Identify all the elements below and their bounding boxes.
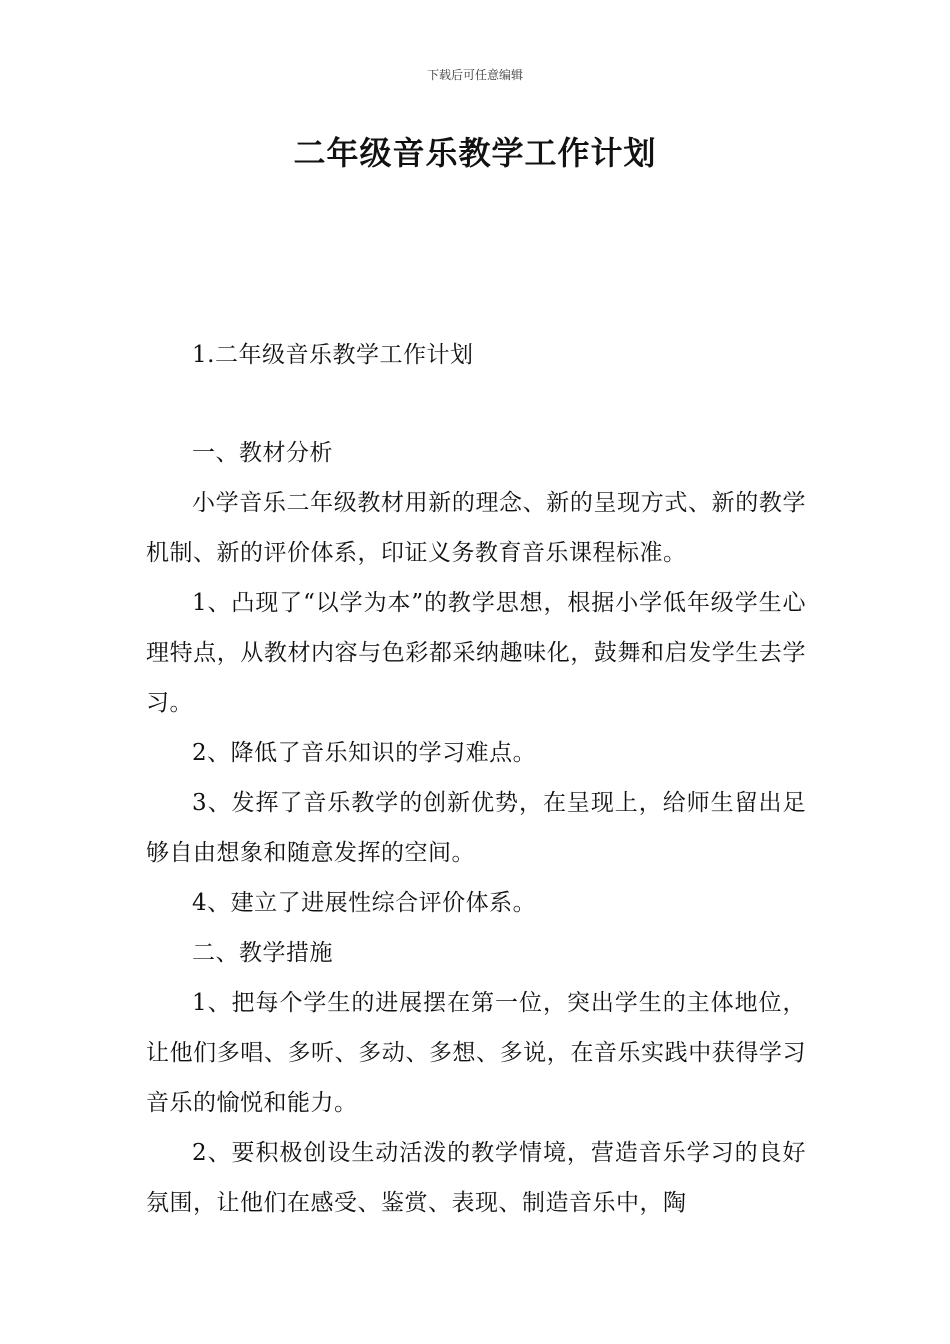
section-heading: 二、教学措施 [192, 940, 333, 966]
section-heading: 1.二年级音乐教学工作计划 [192, 342, 474, 368]
paragraph: 2、降低了音乐知识的学习难点。 [192, 740, 537, 766]
document-body [146, 330, 806, 1228]
paragraph: 4、建立了进展性综合评价体系。 [192, 890, 537, 916]
paragraph: 小学音乐二年级教材用新的理念、新的呈现方式、新的教学机制、新的评价体系，印证义务教育音乐课程标准。 [146, 490, 806, 566]
section-heading: 一、教材分析 [192, 440, 333, 466]
paragraph: 2、要积极创设生动活泼的教学情境，营造音乐学习的良好氛围，让他们在感受、鉴赏、表现、制造音乐中，陶 [146, 1140, 806, 1216]
header-note: 下载后可任意编辑 [426, 68, 523, 82]
paragraph: 1、凸现了“以学为本”的教学思想，根据小学低年级学生心理特点，从教材内容与色彩都采纳趣味化，鼓舞和启发学生去学习。 [146, 590, 806, 716]
paragraph: 3、发挥了音乐教学的创新优势，在呈现上，给师生留出足够自由想象和随意发挥的空间。 [146, 790, 806, 866]
paragraph: 1、把每个学生的进展摆在第一位，突出学生的主体地位，让他们多唱、多听、多动、多想、多说，在音乐实践中获得学习音乐的愉悦和能力。 [146, 990, 806, 1116]
document-title: 二年级音乐教学工作计划 [293, 134, 657, 172]
